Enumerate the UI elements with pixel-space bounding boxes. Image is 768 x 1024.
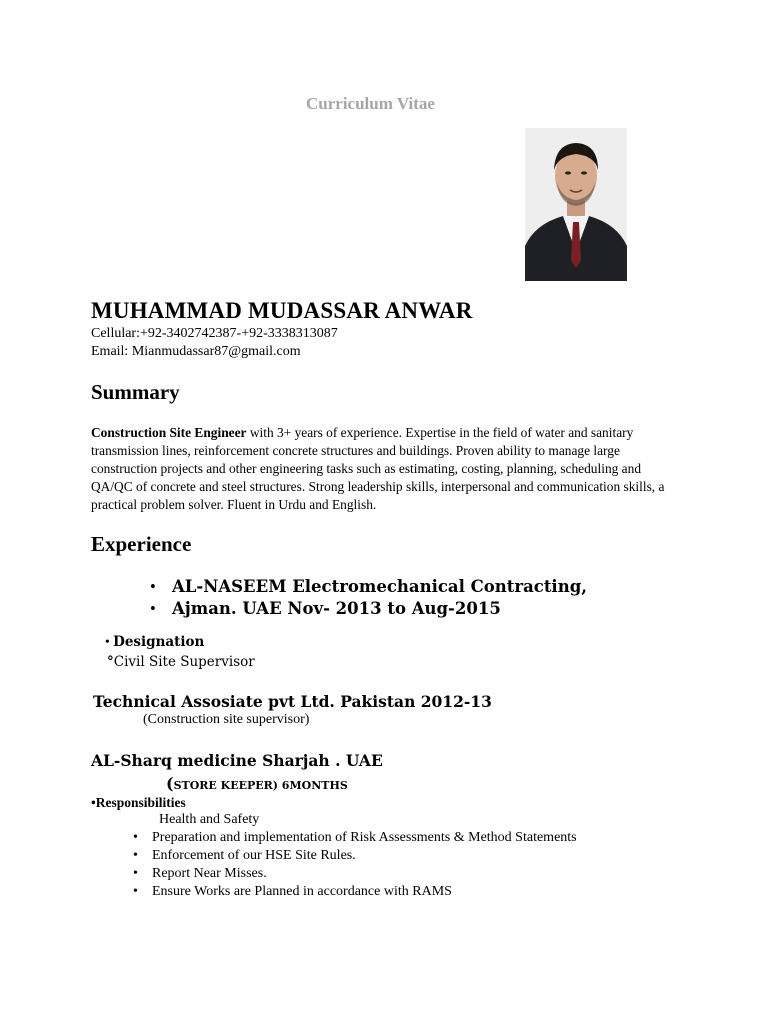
experience-item-text: Ajman. UAE Nov- 2013 to Aug-2015 [172, 599, 501, 618]
bullet-icon: • [133, 830, 138, 845]
bullet-icon: • [133, 848, 138, 863]
bullet-icon: • [105, 634, 114, 649]
open-paren: ( [166, 774, 174, 793]
bullet-icon: • [133, 866, 138, 881]
bullet-icon: • [150, 599, 156, 618]
responsibilities-list [133, 829, 577, 901]
designation-label: Designation [113, 634, 205, 650]
cv-heading: Curriculum Vitae [306, 94, 435, 113]
list-item [133, 847, 577, 865]
summary-heading: Summary [91, 380, 180, 404]
responsibility-text: Ensure Works are Planned in accordance with RAMS [152, 884, 452, 899]
experience-heading: Experience [91, 532, 192, 556]
profile-photo [525, 128, 627, 281]
degree-bullet-icon: ° [107, 654, 114, 670]
responsibility-text: Preparation and implementation of Risk Assessments & Method Statements [152, 830, 577, 845]
list-item [133, 865, 577, 883]
cellular-number: Cellular:+92-3402742387-+92-3338313087 [91, 326, 338, 341]
summary-paragraph [91, 424, 681, 514]
job-title-technical-assosiate: Technical Assosiate pvt Ltd. Pakistan 2012-13 [93, 692, 492, 711]
responsibilities-heading [91, 795, 186, 811]
designation-label-row [105, 634, 204, 650]
summary-text: with 3+ years of experience. Expertise in the field of water and sanitary transmission lines, reinforcement concrete structures and buildings. Proven ability to manage large construction projects and other engineering tasks such as estimating, costing, planning, scheduling and QA/QC of concrete and steel structures. Strong leadership skills, interpersonal and communication skills, a practical problem solver. Fluent in Urdu and English. [91, 425, 665, 512]
responsibilities-label: Responsibilities [95, 795, 186, 810]
bullet-icon: • [133, 884, 138, 899]
store-keeper-text: STORE KEEPER) 6MONTHS [173, 779, 348, 792]
bullet-icon: • [150, 577, 156, 596]
responsibility-text: Report Near Misses. [152, 866, 267, 881]
profile-photo-image [525, 128, 627, 281]
candidate-name: MUHAMMAD MUDASSAR ANWAR [91, 298, 473, 323]
job-role-construction-supervisor: (Construction site supervisor) [143, 712, 310, 727]
experience-list [150, 576, 587, 620]
list-item [150, 598, 587, 620]
designation-value-row [107, 654, 255, 670]
list-item [133, 829, 577, 847]
list-item [150, 576, 587, 598]
designation-value: Civil Site Supervisor [113, 654, 255, 670]
responsibility-text: Enforcement of our HSE Site Rules. [152, 848, 356, 863]
summary-role: Construction Site Engineer [91, 425, 247, 440]
bullet-icon: • [91, 795, 96, 810]
list-item [133, 883, 577, 901]
job-role-store-keeper [166, 774, 348, 793]
email-address: Email: Mianmudassar87@gmail.com [91, 344, 301, 359]
health-safety-subheading: Health and Safety [159, 812, 260, 827]
experience-item-text: AL-NASEEM Electromechanical Contracting, [172, 577, 587, 596]
job-title-al-sharq: AL-Sharq medicine Sharjah . UAE [91, 751, 383, 770]
